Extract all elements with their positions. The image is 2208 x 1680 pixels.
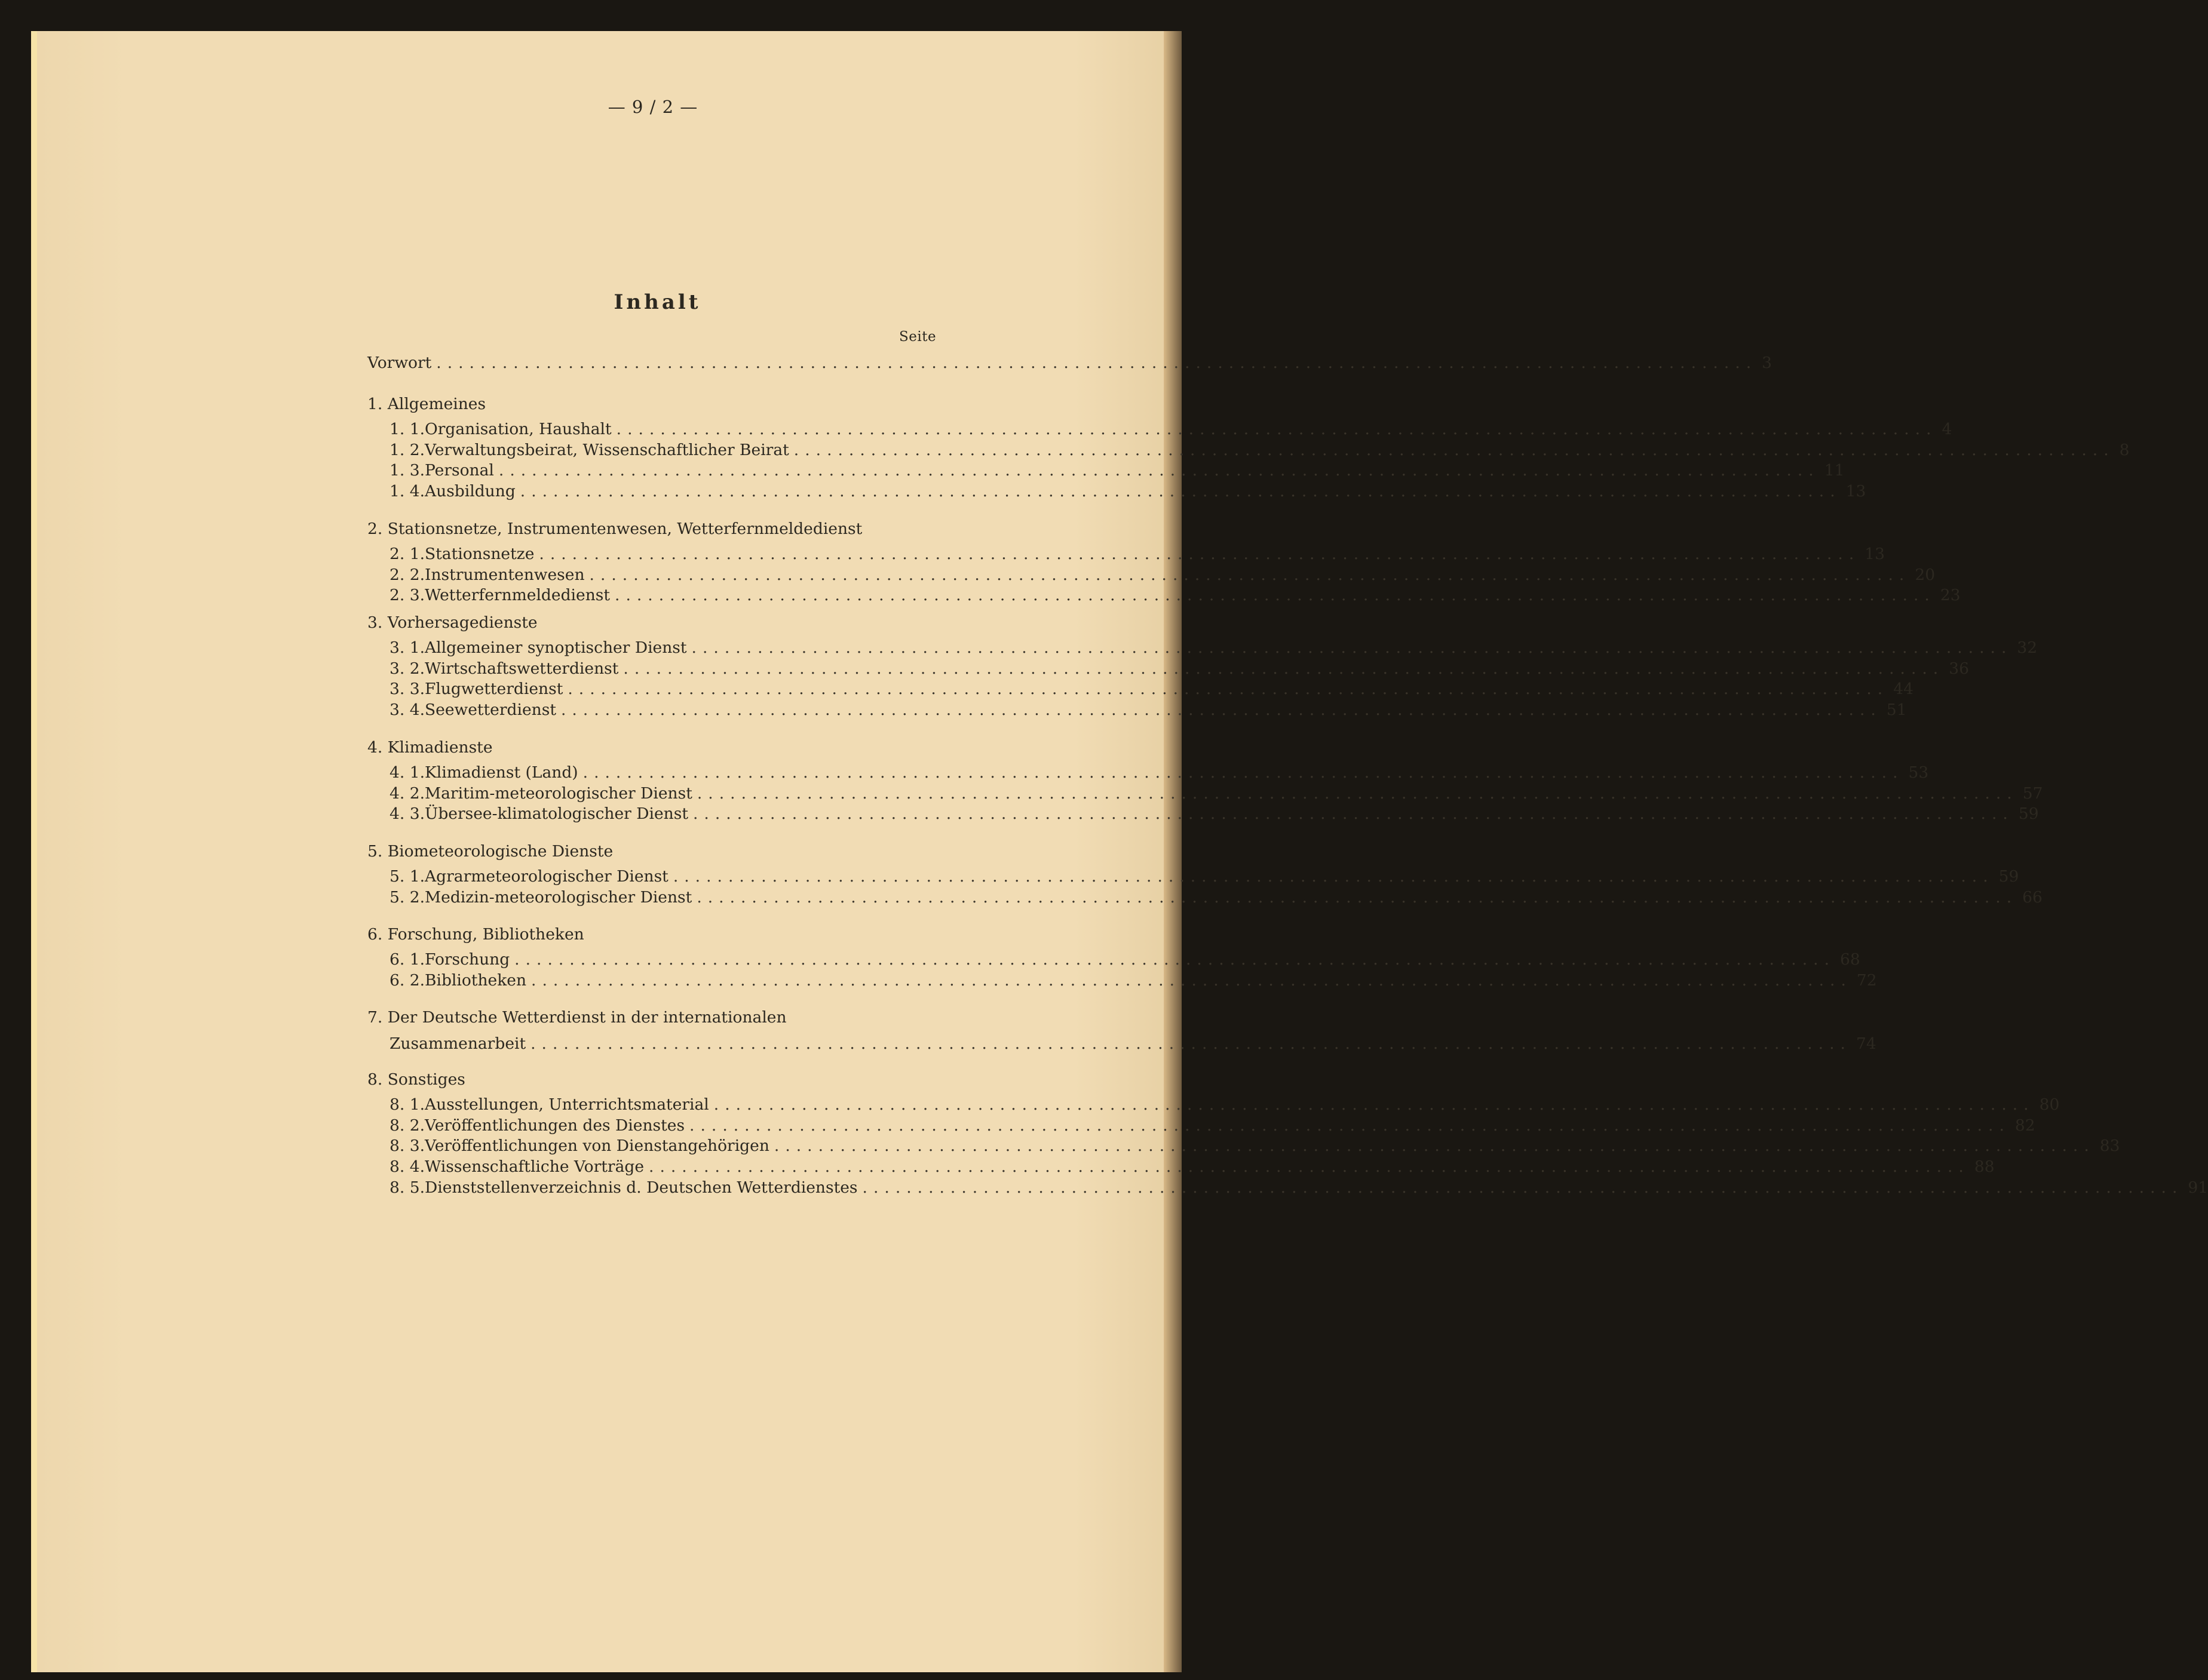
toc-entry: [390, 565, 1936, 585]
toc-entry-page: 51: [1886, 701, 1907, 720]
toc-entry-label: Agrarmeteorologischer Dienst: [425, 867, 668, 886]
dot-leader: ........................................................................................................................: [539, 545, 1860, 563]
toc-entry-page: 13: [1864, 545, 1885, 563]
toc-entry: [390, 763, 1929, 783]
toc-entry: [390, 1095, 2060, 1115]
toc-entry-label: Wetterfernmeldedienst: [425, 586, 611, 605]
dot-leader: ........................................................................................................................: [616, 420, 1937, 438]
toc-entry-number: 8. 4.: [390, 1157, 425, 1177]
dot-leader: ........................................................................................................................: [530, 1034, 1851, 1053]
toc-entry: [390, 1157, 1995, 1177]
toc-entry-page: 66: [2022, 887, 2043, 907]
toc-entry-page: 72: [1856, 970, 1877, 990]
toc-entry-page: 36: [1949, 659, 1969, 678]
toc-entry-number: 5. 1.: [390, 867, 425, 886]
toc-entry-label: Dienststellenverzeichnis d. Deutschen Wetterdienstes: [425, 1178, 858, 1197]
dot-leader: ........................................................................................................................: [514, 950, 1836, 969]
toc-entry-number: 1. 1.: [390, 420, 425, 438]
toc-entry: [390, 440, 2130, 460]
toc-entry-number: 8. 3.: [390, 1137, 425, 1156]
toc-entry-number: 3. 1.: [390, 638, 425, 657]
toc-entry-number: 8. 1.: [390, 1095, 425, 1114]
dot-leader: ........................................................................................................................: [615, 586, 1936, 605]
toc-entry: [390, 804, 2039, 824]
toc-entry-label: Wirtschaftswetterdienst: [425, 659, 619, 678]
dot-leader: ........................................................................................................................: [673, 867, 1994, 886]
toc-entry: [390, 970, 1877, 991]
toc-entry-vorwort: [367, 353, 1772, 373]
toc-entry-label: Instrumentenwesen: [425, 565, 585, 584]
toc-entry-number: 8. 2.: [390, 1116, 425, 1135]
toc-entry-label: Ausstellungen, Unterrichtsmaterial: [425, 1095, 709, 1114]
toc-entry-label: Zusammenarbeit: [390, 1034, 526, 1053]
toc-entry-page: 3: [1762, 354, 1772, 372]
page-column-label: Seite: [899, 329, 937, 345]
toc-entry-label: Organisation, Haushalt: [425, 420, 612, 438]
dot-leader: ........................................................................................................................: [568, 680, 1889, 699]
toc-entry-label: Bibliotheken: [425, 970, 527, 990]
toc-entry-label: Seewetterdienst: [425, 701, 556, 720]
toc-entry-page: 8: [2119, 440, 2130, 459]
toc-section-heading: 1. Allgemeines: [367, 395, 486, 413]
toc-entry-label: Maritim-meteorologischer Dienst: [425, 784, 692, 803]
toc-entry-page: 80: [2039, 1095, 2060, 1114]
toc-entry-label: Flugwetterdienst: [425, 680, 563, 699]
toc-entry-number: 1. 4.: [390, 482, 425, 501]
dot-leader: ........................................................................................................................: [713, 1095, 2035, 1114]
toc-entry-label: Wissenschaftliche Vorträge: [425, 1157, 645, 1177]
toc-entry-page: 13: [1845, 482, 1866, 501]
toc-entry-number: 1. 3.: [390, 461, 425, 480]
toc-entry-label: Veröffentlichungen des Dienstes: [425, 1116, 685, 1135]
dot-leader: ........................................................................................................................: [862, 1178, 2184, 1197]
toc-entry-page: 32: [2017, 638, 2038, 657]
toc-entry-page: 68: [1840, 950, 1860, 969]
toc-entry: [390, 784, 2043, 804]
toc-entry: [390, 638, 2038, 658]
dot-leader: ........................................................................................................................: [582, 763, 1904, 782]
toc-entry-number: 4. 2.: [390, 784, 425, 803]
toc-entry: [390, 679, 1913, 699]
toc-entry-number: 4. 3.: [390, 804, 425, 824]
toc-section-heading: 4. Klimadienste: [367, 738, 493, 757]
toc-entry: [390, 1136, 2120, 1156]
toc-entry-number: 1. 2.: [390, 440, 425, 459]
toc-entry-number: 2. 3.: [390, 586, 425, 605]
toc-section-heading: 7. Der Deutsche Wetterdienst in der internationalen: [367, 1008, 787, 1027]
dot-leader: ........................................................................................................................: [436, 354, 1758, 372]
page-number-header: — 9 / 2 —: [608, 97, 698, 117]
toc-entry: [390, 460, 1845, 481]
toc-section-heading: 6. Forschung, Bibliotheken: [367, 925, 584, 944]
dot-leader: ........................................................................................................................: [498, 461, 1820, 480]
toc-entry-label: Übersee-klimatologischer Dienst: [425, 804, 688, 824]
toc-entry-page: 82: [2014, 1116, 2035, 1135]
toc-entry-label: Allgemeiner synoptischer Dienst: [425, 638, 687, 657]
toc-entry-number: 8. 5.: [390, 1178, 425, 1197]
toc-entry: [390, 419, 1952, 440]
dot-leader: ........................................................................................................................: [520, 482, 1841, 501]
toc-entry-number: 5. 2.: [390, 887, 425, 907]
dot-leader: ........................................................................................................................: [697, 887, 2018, 907]
dot-leader: ........................................................................................................................: [623, 659, 1945, 678]
toc-entry-page: 57: [2022, 784, 2043, 803]
toc-entry-label: Personal: [425, 461, 494, 480]
toc-entry: [390, 585, 1961, 606]
toc-section-heading: 2. Stationsnetze, Instrumentenwesen, Wetterfernmeldedienst: [367, 520, 863, 538]
dot-leader: ........................................................................................................................: [697, 784, 2018, 803]
toc-entry-page: 74: [1856, 1034, 1876, 1053]
dot-leader: ........................................................................................................................: [531, 970, 1852, 990]
dot-leader: ........................................................................................................................: [793, 440, 2115, 459]
toc-entry: [390, 1116, 2035, 1136]
toc-section-heading: 5. Biometeorologische Dienste: [367, 842, 614, 861]
toc-entry-page: 88: [1974, 1157, 1995, 1177]
dot-leader: ........................................................................................................................: [560, 701, 1882, 720]
toc-entry-label: Veröffentlichungen von Dienstangehörigen: [425, 1137, 769, 1156]
dot-leader: ........................................................................................................................: [689, 1116, 2010, 1135]
toc-entry: [390, 887, 2043, 908]
toc-entry: [390, 867, 2019, 887]
dot-leader: ........................................................................................................................: [774, 1137, 2095, 1156]
toc-entry-number: 2. 1.: [390, 545, 425, 563]
toc-entry-number: 3. 3.: [390, 680, 425, 699]
toc-entry-label: Klimadienst (Land): [425, 763, 578, 782]
toc-entry: [390, 700, 1907, 720]
toc-section-heading: 3. Vorhersagedienste: [367, 613, 538, 632]
dot-leader: ........................................................................................................................: [649, 1157, 1970, 1177]
toc-entry-number: 6. 2.: [390, 970, 425, 990]
toc-entry: [390, 1178, 2208, 1198]
toc-entry: [390, 950, 1860, 970]
page-title: Inhalt: [614, 290, 701, 314]
toc-entry-page: 83: [2099, 1137, 2120, 1156]
toc-entry-label: Ausbildung: [425, 482, 516, 501]
toc-entry: [390, 544, 1885, 564]
toc-entry-number: 3. 2.: [390, 659, 425, 678]
page-edge-right: [1164, 31, 1182, 1672]
dot-leader: ........................................................................................................................: [692, 804, 2014, 824]
toc-entry-number: 4. 1.: [390, 763, 425, 782]
toc-entry-number: 6. 1.: [390, 950, 425, 969]
toc-entry-page: 91: [2188, 1178, 2208, 1197]
toc-entry-page: 44: [1893, 680, 1913, 699]
toc-entry-page: 23: [1940, 586, 1961, 605]
toc-entry-label: Stationsnetze: [425, 545, 535, 563]
toc-entry-page: 11: [1824, 461, 1845, 480]
toc-entry-page: 59: [2018, 804, 2039, 824]
toc-entry-label: Medizin-meteorologischer Dienst: [425, 887, 692, 907]
dot-leader: ........................................................................................................................: [691, 638, 2013, 657]
toc-entry-page: 53: [1908, 763, 1929, 782]
toc-entry-label: Forschung: [425, 950, 510, 969]
toc-entry-page: 20: [1915, 565, 1936, 584]
toc-entry-page: 4: [1942, 420, 1952, 438]
toc-entry: [390, 481, 1866, 502]
toc-entry-number: 3. 4.: [390, 701, 425, 720]
toc-entry-page: 59: [1998, 867, 2019, 886]
toc-entry: [390, 659, 1969, 679]
toc-entry: [390, 1034, 1876, 1054]
toc-entry-label: Vorwort: [367, 354, 432, 372]
dot-leader: ........................................................................................................................: [589, 565, 1910, 584]
toc-entry-number: 2. 2.: [390, 565, 425, 584]
toc-entry-label: Verwaltungsbeirat, Wissenschaftlicher Beirat: [425, 440, 789, 459]
toc-section-heading: 8. Sonstiges: [367, 1070, 465, 1089]
